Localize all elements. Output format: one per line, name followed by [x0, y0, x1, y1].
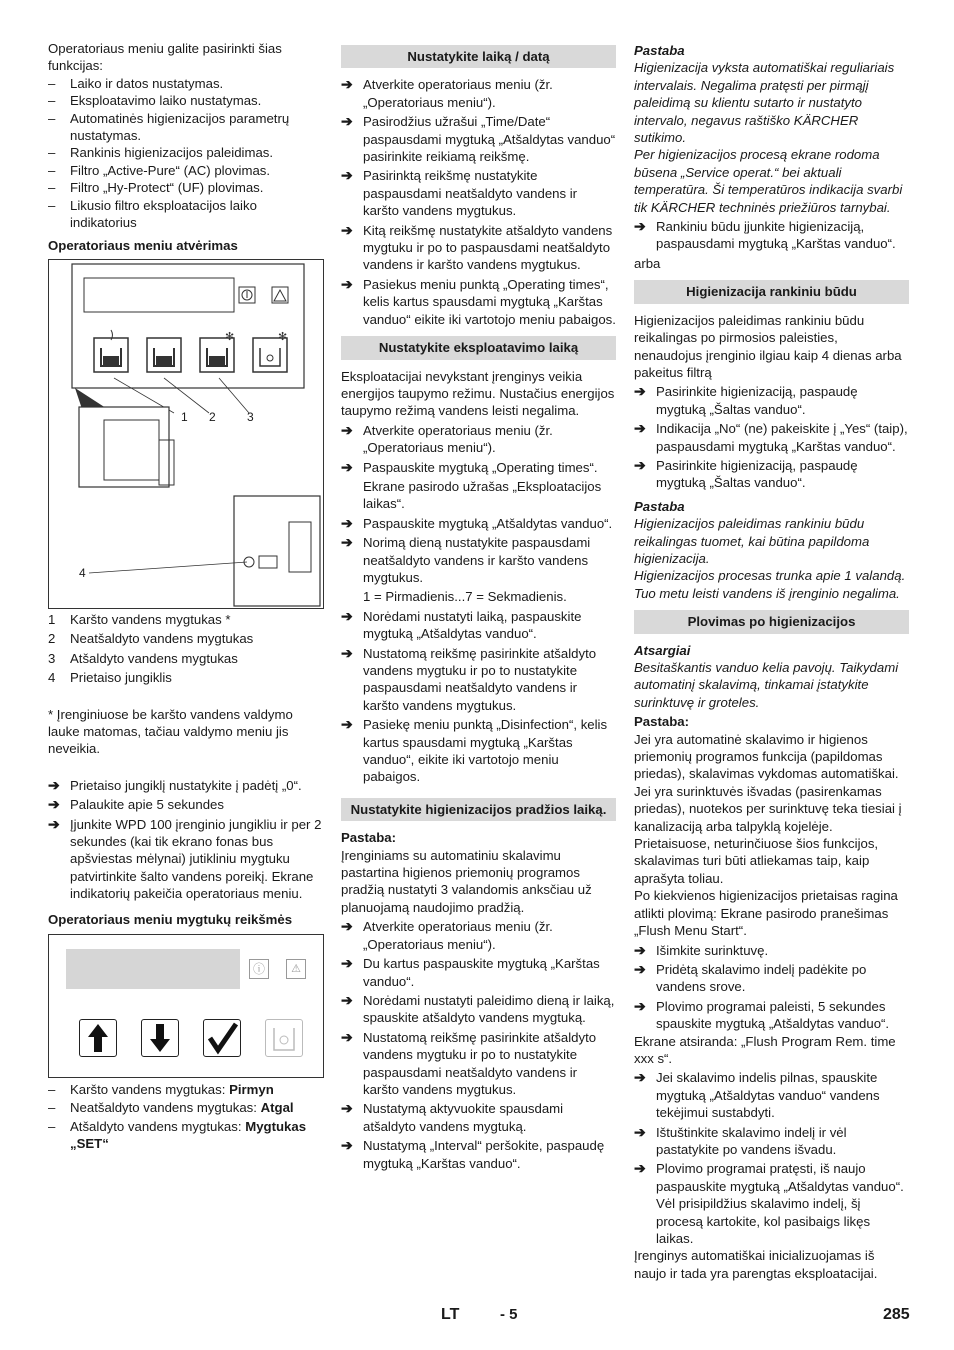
- step: ➔ Kitą reikšmę nustatykite atšaldyto vandens mygtuku ir po to paspausdami neatšaldyto vandens ir karšto vandens mygtukus.: [341, 221, 613, 273]
- step: ➔ Plovimo programai paleisti, 5 sekundes spauskite mygtuką „Atšaldytas vanduo“.: [634, 997, 890, 1032]
- forward-button-icon: [79, 1019, 117, 1057]
- list-item: – Likusio filtro eksploatacijos laiko indikatorius: [48, 197, 257, 231]
- step-list: [48, 777, 324, 903]
- step-list: [341, 422, 616, 786]
- step: ➔ Pasirodžius užrašui „Time/Date“ paspausdami mygtuką „Atšaldytas vanduo“ pasirinkite reikiamą reikšmę.: [341, 113, 616, 165]
- language-code: LT: [441, 1306, 460, 1323]
- legend-item: 1 Karšto vandens mygtukas *: [48, 611, 231, 627]
- list-item: – Neatšaldyto vandens mygtukas: Atgal: [48, 1100, 294, 1116]
- or-text: arba: [634, 255, 661, 271]
- paragraph: Ekrane atsiranda: „Flush Program Rem. time xxx s“.: [634, 1033, 896, 1066]
- list-item: – Automatinės higienizacijos parametrų nustatymas.: [48, 110, 290, 144]
- section-heading: Nustatykite laiką / datą: [341, 45, 616, 68]
- svg-text:✻: ✻: [225, 330, 235, 343]
- set-button-icon: [203, 1019, 241, 1057]
- step: ➔ Rankiniu būdu įjunkite higienizaciją, paspausdami mygtuką „Karštas vanduo“.: [634, 218, 896, 252]
- function-list: [48, 75, 324, 232]
- section-heading: Operatoriaus meniu atvėrimas: [48, 238, 238, 254]
- fig-label-1: 1: [181, 409, 188, 424]
- legend-item: 2 Neatšaldyto vandens mygtukas: [48, 631, 254, 647]
- step: ➔ Įjunkite WPD 100 įrenginio jungikliu ir per 2 sekundes (kai tik ekrano fonas bus apšviestas mėlynai) jutikliniu mygtuku patvirtinkite šalto vandens poreikį. Ekrane indikatorių pakeičia operatoriaus meniu.: [48, 815, 322, 902]
- figure-legend: [48, 611, 324, 687]
- note-label: Pastaba:: [634, 714, 689, 730]
- step-list: [634, 383, 909, 491]
- step: ➔ Pasirinktą reikšmę nustatykite paspausdami neatšaldyto vandens ir karšto vandens mygtukus.: [341, 167, 578, 219]
- back-button-icon: [141, 1019, 179, 1057]
- note-text: Per higienizacijos procesą ekrane rodoma būsena „Service operat.“ bei aktuali temperatūra. Ši temperatūros indikacija svarbi tik KÄRCHER techninės priežiūros tarnybai.: [634, 147, 903, 215]
- device-figure: [48, 259, 324, 609]
- step: ➔ Atverkite operatoriaus meniu (žr. „Operatoriaus meniu“).: [341, 76, 553, 110]
- list-item: – Filtro „Active-Pure“ (AC) plovimas.: [48, 162, 271, 178]
- fig-label-2: 2: [209, 409, 216, 424]
- step-list: [341, 918, 616, 1172]
- note-text: Higienizacijos paleidimas rankiniu būdu reikalingas tuomet, kai būtina papildoma higienizacija.: [634, 516, 870, 566]
- fig-label-3: 3: [247, 409, 254, 424]
- step: ➔ Jei skalavimo indelis pilnas, spauskite mygtuką „Atšaldytas vanduo“ vandens tekėjimui sustabdyti.: [634, 1069, 880, 1121]
- section-heading: Operatoriaus meniu mygtukų reikšmės: [48, 911, 293, 927]
- intro-text: Operatoriaus meniu galite pasirinkti šias funkcijas:: [48, 41, 282, 74]
- step: ➔ Pasiekę meniu punktą „Disinfection“, kelis kartus spausdami mygtuką „Karštas vanduo“, eikite iki vartotojo meniu pabaigos.: [341, 716, 608, 785]
- step-list: [634, 218, 909, 253]
- paragraph: Įrenginiams su automatiniu skalavimu pastartina higienos priemonių programos pradžią nustatyti 3 valandomis anksčiau už planuojamą naudojimo pradžią.: [341, 847, 592, 915]
- step: ➔ Atverkite operatoriaus meniu (žr. „Operatoriaus meniu“).: [341, 421, 553, 456]
- step: ➔ Prietaiso jungiklį nustatykite į padėtį „0“.: [48, 776, 302, 793]
- paragraph: Eksploatacijai nevykstant įrenginys veikia energijos taupymo režimu. Nustačius energijos taupymo režimą vandens leisti negalima.: [341, 368, 615, 419]
- step: ➔ Atverkite operatoriaus meniu (žr. „Operatoriaus meniu“).: [341, 918, 553, 952]
- step: ➔ Palaukite apie 5 sekundes: [48, 796, 224, 813]
- section-page: - 5: [500, 1306, 518, 1323]
- column-2: [341, 40, 616, 1172]
- fig-label-4: 4: [79, 565, 86, 580]
- warning-icon: ⚠: [286, 959, 306, 979]
- device-illustration: [49, 260, 323, 608]
- warning-label: Atsargiai: [634, 642, 691, 658]
- list-item: – Filtro „Hy-Protect“ (UF) plovimas.: [48, 180, 264, 196]
- legend-item: 4 Prietaiso jungiklis: [48, 670, 172, 686]
- step-list: [634, 1069, 909, 1247]
- step: ➔ Norėdami nustatyti laiką, paspauskite mygtuką „Atšaldytas vanduo“.: [341, 607, 582, 642]
- info-icon: ⓘ: [249, 959, 269, 979]
- step-list: [634, 942, 909, 1033]
- paragraph: Įrenginys automatiškai inicializuojamas iš naujo ir tada yra parengtas eksploatacijai.: [634, 1248, 878, 1281]
- legend-item: 3 Atšaldyto vandens mygtukas: [48, 650, 238, 666]
- section-heading: Plovimas po higienizacijos: [634, 610, 909, 633]
- paragraph: Jei yra automatinė skalavimo ir higienos priemonių programos funkcija (papildomas priedas), skalavimas vykdomas automatiškai. Jei yra surinktuvės išvadas (pasirenkamas priedas), nuotekos per surinktuvę teka tiesiai į kanalizaciją arba talpyklą kojelėje. Prietaisuose, neturinčiuose šios funkcijos, skalavimas turi būti atliekamas taip, kaip aprašyta toliau.: [634, 731, 902, 886]
- list-item: – Eksploatavimo laiko nustatymas.: [48, 93, 262, 109]
- step: ➔ Pasirinkite higienizaciją, paspaudę mygtuką „Šaltas vanduo“.: [634, 456, 858, 491]
- step-note: Ekrane pasirodo užrašas „Eksploatacijos laikas“.: [363, 478, 602, 512]
- step: ➔ Nustatymą „Interval“ peršokite, paspaudę mygtuką „Karštas vanduo“.: [341, 1137, 605, 1171]
- footnote: * Įrenginiuose be karšto vandens valdymo lauke matomas, tačiau valdymo meniu jis neveikia.: [48, 706, 293, 757]
- step: ➔ Pasiekus meniu punktą „Operating times“, kelis kartus spausdami mygtuką „Karštas vanduo“ eikite iki vartotojo meniu pabaigos.: [341, 275, 616, 327]
- paragraph: Higienizacijos paleidimas rankiniu būdu reikalingas po pirmosios paleisties, nenaudojus įrenginio ilgiau kaip 4 dienas arba pakeitus filtrą: [634, 312, 902, 380]
- note-label: Pastaba: [634, 498, 685, 514]
- note-label: Pastaba:: [341, 830, 396, 846]
- note-text: Higienizacija vyksta automatiškai reguliariais intervalais. Negalima pratęsti per pirmąjį paleidimą su klientu sutarto ir nustatyto intervalo, negavus raštiško KÄRCHER sutikimo.: [634, 60, 895, 146]
- step: ➔ Pasirinkite higienizaciją, paspaudę mygtuką „Šaltas vanduo“.: [634, 383, 858, 417]
- display-panel: [66, 949, 240, 989]
- step: ➔ Norimą dieną nustatykite paspausdami neatšaldyto vandens ir karšto vandens mygtukus. 1 = Pirmadienis...7 = Sekmadienis.: [341, 534, 616, 606]
- list-item: – Atšaldyto vandens mygtukas: Mygtukas „SET“: [48, 1118, 307, 1152]
- step-note: Vėl prisipildžius skalavimo indelį, šį procesą kartokite, kol pasibaigs likęs laikas.: [656, 1196, 871, 1246]
- column-1: [48, 40, 324, 1153]
- list-item: – Karšto vandens mygtukas: Pirmyn: [48, 1081, 274, 1097]
- step: ➔ Išimkite surinktuvę.: [634, 941, 769, 958]
- svg-text:✻: ✻: [278, 330, 288, 343]
- section-heading: Nustatykite higienizacijos pradžios laiką.: [341, 798, 616, 821]
- list-item: – Laiko ir datos nustatymas.: [48, 75, 224, 91]
- paragraph: Po kiekvienos higienizacijos prietaisas ragina atlikti plovimą: Ekrane pasirodo pranešimas „Flush Menu Start“.: [634, 888, 898, 939]
- note-text: Higienizacijos procesas trunka apie 1 valandą. Tuo metu leisti vandens iš įrenginio negalima.: [634, 568, 906, 601]
- menu-buttons-figure: [48, 934, 324, 1078]
- step: ➔ Paspauskite mygtuką „Operating times“. Ekrane pasirodo užrašas „Eksploatacijos laikas“.: [341, 459, 616, 513]
- step: ➔ Paspauskite mygtuką „Atšaldytas vanduo“.: [341, 514, 613, 531]
- step: ➔ Nustatomą reikšmę pasirinkite atšaldyto vandens mygtuku ir po to nustatykite paspausdami neatšaldyto vandens ir karšto vandens mygtukus.: [341, 644, 597, 713]
- section-heading: Higienizacija rankiniu būdu: [634, 280, 909, 303]
- step: ➔ Du kartus paspauskite mygtuką „Karštas vanduo“.: [341, 955, 600, 989]
- step: ➔ Plovimo programai pratęsti, iš naujo paspauskite mygtuką „Atšaldytas vanduo“. Vėl prisipildžius skalavimo indelį, šį procesą kartokite, kol pasibaigs likęs laikas.: [634, 1160, 904, 1246]
- section-heading: Nustatykite eksploatavimo laiką: [341, 336, 616, 359]
- sparkling-water-icon: [265, 1019, 303, 1057]
- step: ➔ Pridėtą skalavimo indelį padėkite po vandens srove.: [634, 960, 867, 995]
- warning-text: Besitaškantis vanduo kelia pavojų. Taikydami automatinį skalavimą, tinkamai įstatykite surinktuvę ir groteles.: [634, 660, 899, 710]
- step: ➔ Nustatymą aktyvuokite spausdami atšaldyto vandens mygtuką.: [341, 1100, 564, 1134]
- button-meaning-list: [48, 1081, 324, 1153]
- page-number: 285: [883, 1306, 910, 1323]
- step: ➔ Nustatomą reikšmę pasirinkite atšaldyto vandens mygtuku ir po to nustatykite paspausdami neatšaldyto vandens ir karšto vandens mygtukus.: [341, 1028, 597, 1097]
- note-label: Pastaba: [634, 43, 685, 58]
- step-list: [341, 76, 616, 328]
- list-item: – Rankinis higienizacijos paleidimas.: [48, 145, 274, 161]
- step-note: 1 = Pirmadienis...7 = Sekmadienis.: [363, 589, 567, 605]
- step: ➔ Norėdami nustatyti paleidimo dieną ir laiką, spauskite atšaldyto vandens mygtuką.: [341, 991, 615, 1026]
- step: ➔ Indikacija „No“ (ne) pakeiskite į „Yes“ (taip), paspausdami mygtuką „Karštas vanduo“.: [634, 420, 908, 454]
- column-3: [634, 40, 909, 1282]
- step: ➔ Ištuštinkite skalavimo indelį ir vėl pastatykite po vandens išvadu.: [634, 1123, 847, 1157]
